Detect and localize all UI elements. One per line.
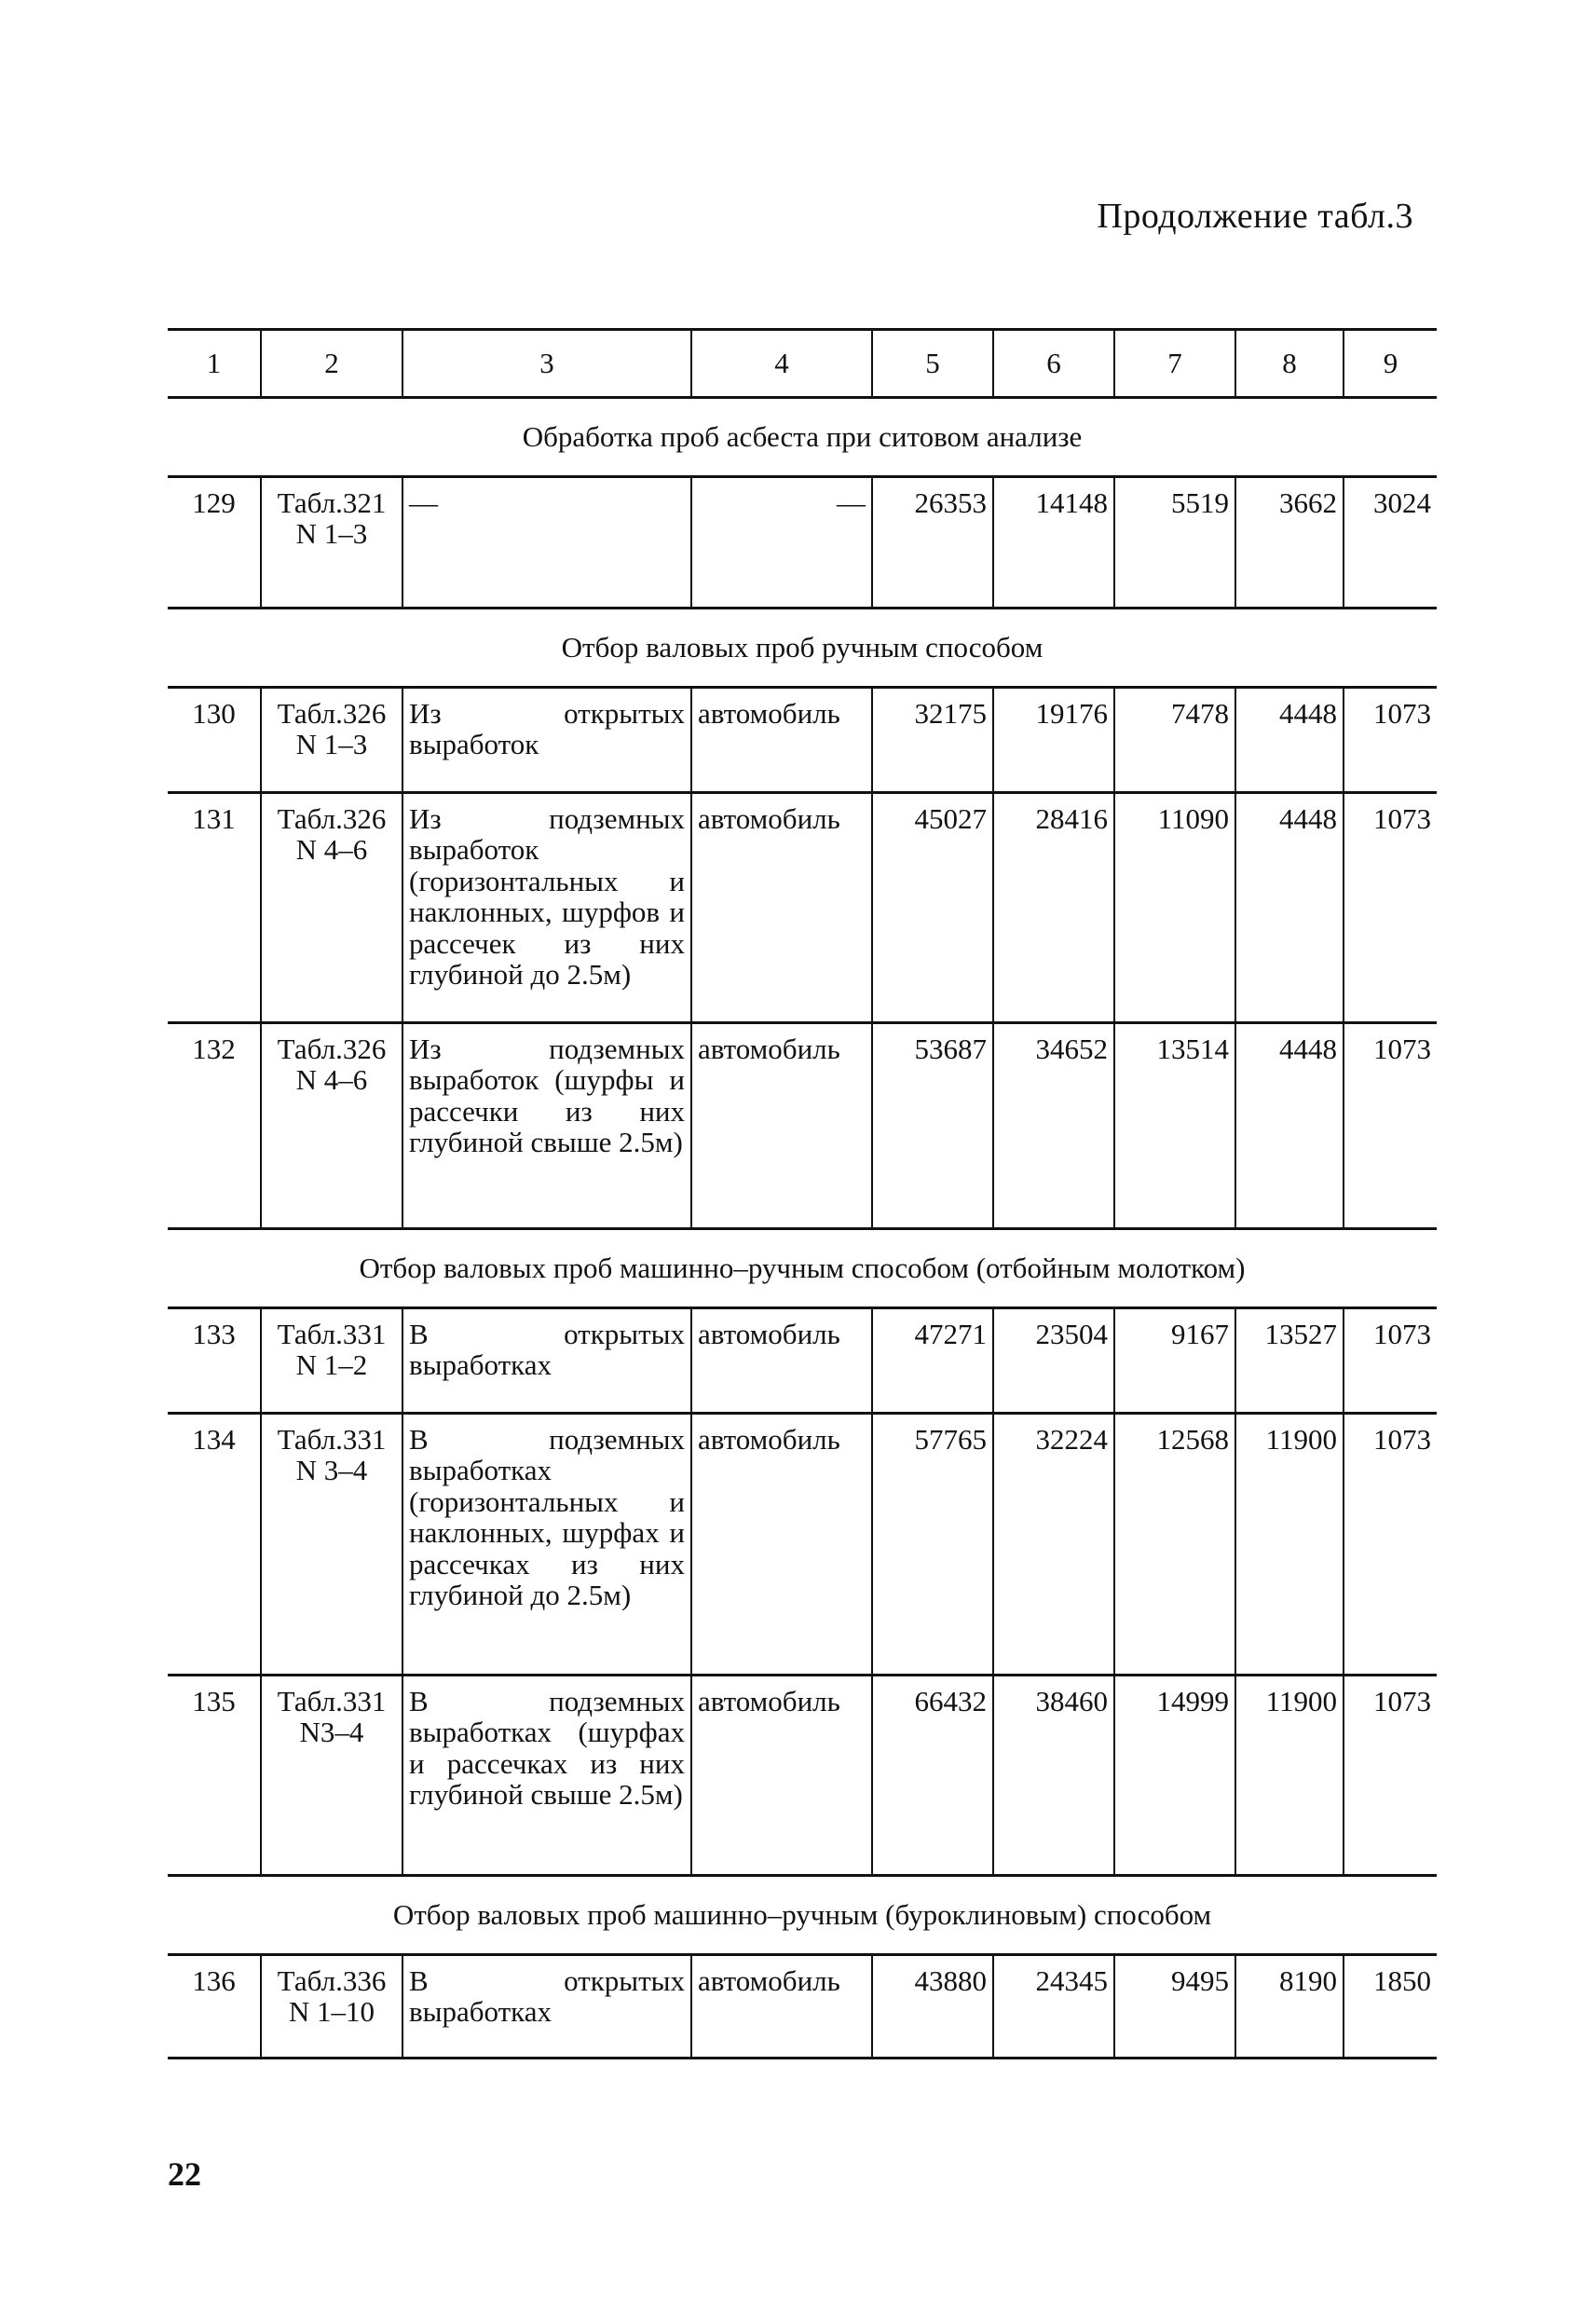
value-col-6: 24345 bbox=[993, 1955, 1114, 2059]
column-header: 1 bbox=[168, 330, 261, 398]
transport-type: автомобиль bbox=[691, 688, 872, 793]
section-title: Отбор валовых проб ручным способом bbox=[168, 609, 1437, 688]
value-col-8: 8190 bbox=[1235, 1955, 1344, 2059]
value-col-8: 11900 bbox=[1235, 1676, 1344, 1876]
value-col-5: 43880 bbox=[872, 1955, 993, 2059]
value-col-7: 12568 bbox=[1114, 1414, 1235, 1676]
value-col-7: 14999 bbox=[1114, 1676, 1235, 1876]
column-number-row bbox=[168, 330, 1437, 398]
value-col-5: 53687 bbox=[872, 1023, 993, 1229]
table-reference: Табл.326 N 4–6 bbox=[261, 793, 402, 1023]
page-number: 22 bbox=[168, 2155, 201, 2193]
value-col-8: 4448 bbox=[1235, 1023, 1344, 1229]
column-header: 4 bbox=[691, 330, 872, 398]
transport-type: автомобиль bbox=[691, 793, 872, 1023]
table-row bbox=[168, 1414, 1437, 1676]
work-description: — bbox=[402, 477, 691, 609]
row-number: 130 bbox=[168, 688, 261, 793]
value-col-9: 1073 bbox=[1344, 1414, 1437, 1676]
section-title: Обработка проб асбеста при ситовом анализе bbox=[168, 398, 1437, 477]
transport-type: автомобиль bbox=[691, 1308, 872, 1414]
value-col-8: 3662 bbox=[1235, 477, 1344, 609]
value-col-9: 1073 bbox=[1344, 1676, 1437, 1876]
value-col-9: 1073 bbox=[1344, 688, 1437, 793]
work-description: Из открытых выработок bbox=[402, 688, 691, 793]
section-heading-row bbox=[168, 609, 1437, 688]
table-row bbox=[168, 1676, 1437, 1876]
work-description: В подземных выработках (горизонтальных и наклонных, шурфах и рассечках из них глубиной до 2.5м) bbox=[402, 1414, 691, 1676]
value-col-5: 47271 bbox=[872, 1308, 993, 1414]
value-col-8: 13527 bbox=[1235, 1308, 1344, 1414]
value-col-7: 9495 bbox=[1114, 1955, 1235, 2059]
transport-type: автомобиль bbox=[691, 1955, 872, 2059]
value-col-6: 38460 bbox=[993, 1676, 1114, 1876]
value-col-7: 7478 bbox=[1114, 688, 1235, 793]
table-reference: Табл.331 N 1–2 bbox=[261, 1308, 402, 1414]
value-col-7: 13514 bbox=[1114, 1023, 1235, 1229]
row-number: 131 bbox=[168, 793, 261, 1023]
table-reference: Табл.336 N 1–10 bbox=[261, 1955, 402, 2059]
table-row bbox=[168, 477, 1437, 609]
value-col-5: 45027 bbox=[872, 793, 993, 1023]
table-row bbox=[168, 793, 1437, 1023]
value-col-7: 11090 bbox=[1114, 793, 1235, 1023]
transport-type: — bbox=[691, 477, 872, 609]
row-number: 134 bbox=[168, 1414, 261, 1676]
value-col-9: 1850 bbox=[1344, 1955, 1437, 2059]
value-col-6: 32224 bbox=[993, 1414, 1114, 1676]
column-header: 3 bbox=[402, 330, 691, 398]
row-number: 133 bbox=[168, 1308, 261, 1414]
table-row bbox=[168, 1955, 1437, 2059]
table-reference: Табл.331 N3–4 bbox=[261, 1676, 402, 1876]
column-header: 2 bbox=[261, 330, 402, 398]
value-col-9: 1073 bbox=[1344, 793, 1437, 1023]
table-row bbox=[168, 1023, 1437, 1229]
transport-type: автомобиль bbox=[691, 1676, 872, 1876]
value-col-7: 5519 bbox=[1114, 477, 1235, 609]
column-header: 7 bbox=[1114, 330, 1235, 398]
value-col-6: 34652 bbox=[993, 1023, 1114, 1229]
value-col-5: 32175 bbox=[872, 688, 993, 793]
transport-type: автомобиль bbox=[691, 1023, 872, 1229]
value-col-5: 26353 bbox=[872, 477, 993, 609]
value-col-8: 4448 bbox=[1235, 793, 1344, 1023]
value-col-7: 9167 bbox=[1114, 1308, 1235, 1414]
column-header: 8 bbox=[1235, 330, 1344, 398]
table-row bbox=[168, 688, 1437, 793]
table-continuation-caption: Продолжение табл.3 bbox=[1097, 197, 1413, 236]
work-description: В подземных выработках (шурфах и рассечках из них глубиной свыше 2.5м) bbox=[402, 1676, 691, 1876]
column-header: 9 bbox=[1344, 330, 1437, 398]
work-description: Из подземных выработок (горизонтальных и наклонных, шурфов и рассечек из них глубиной до 2.5м) bbox=[402, 793, 691, 1023]
value-col-6: 19176 bbox=[993, 688, 1114, 793]
value-col-6: 28416 bbox=[993, 793, 1114, 1023]
section-heading-row bbox=[168, 398, 1437, 477]
table-row bbox=[168, 1308, 1437, 1414]
value-col-6: 23504 bbox=[993, 1308, 1114, 1414]
column-header: 6 bbox=[993, 330, 1114, 398]
section-heading-row bbox=[168, 1229, 1437, 1308]
column-header: 5 bbox=[872, 330, 993, 398]
section-title: Отбор валовых проб машинно–ручным способом (отбойным молотком) bbox=[168, 1229, 1437, 1308]
value-col-9: 1073 bbox=[1344, 1308, 1437, 1414]
table-reference: Табл.321 N 1–3 bbox=[261, 477, 402, 609]
value-col-6: 14148 bbox=[993, 477, 1114, 609]
work-description: В открытых выработках bbox=[402, 1308, 691, 1414]
value-col-9: 3024 bbox=[1344, 477, 1437, 609]
value-col-8: 11900 bbox=[1235, 1414, 1344, 1676]
row-number: 135 bbox=[168, 1676, 261, 1876]
row-number: 136 bbox=[168, 1955, 261, 2059]
value-col-8: 4448 bbox=[1235, 688, 1344, 793]
work-description: Из подземных выработок (шурфы и рассечки из них глубиной свыше 2.5м) bbox=[402, 1023, 691, 1229]
work-description: В открытых выработках bbox=[402, 1955, 691, 2059]
table-reference: Табл.331 N 3–4 bbox=[261, 1414, 402, 1676]
transport-type: автомобиль bbox=[691, 1414, 872, 1676]
table-reference: Табл.326 N 1–3 bbox=[261, 688, 402, 793]
row-number: 129 bbox=[168, 477, 261, 609]
table-reference: Табл.326 N 4–6 bbox=[261, 1023, 402, 1229]
value-col-5: 57765 bbox=[872, 1414, 993, 1676]
section-title: Отбор валовых проб машинно–ручным (буроклиновым) способом bbox=[168, 1876, 1437, 1955]
row-number: 132 bbox=[168, 1023, 261, 1229]
section-heading-row bbox=[168, 1876, 1437, 1955]
cost-table bbox=[168, 328, 1437, 2059]
value-col-9: 1073 bbox=[1344, 1023, 1437, 1229]
value-col-5: 66432 bbox=[872, 1676, 993, 1876]
